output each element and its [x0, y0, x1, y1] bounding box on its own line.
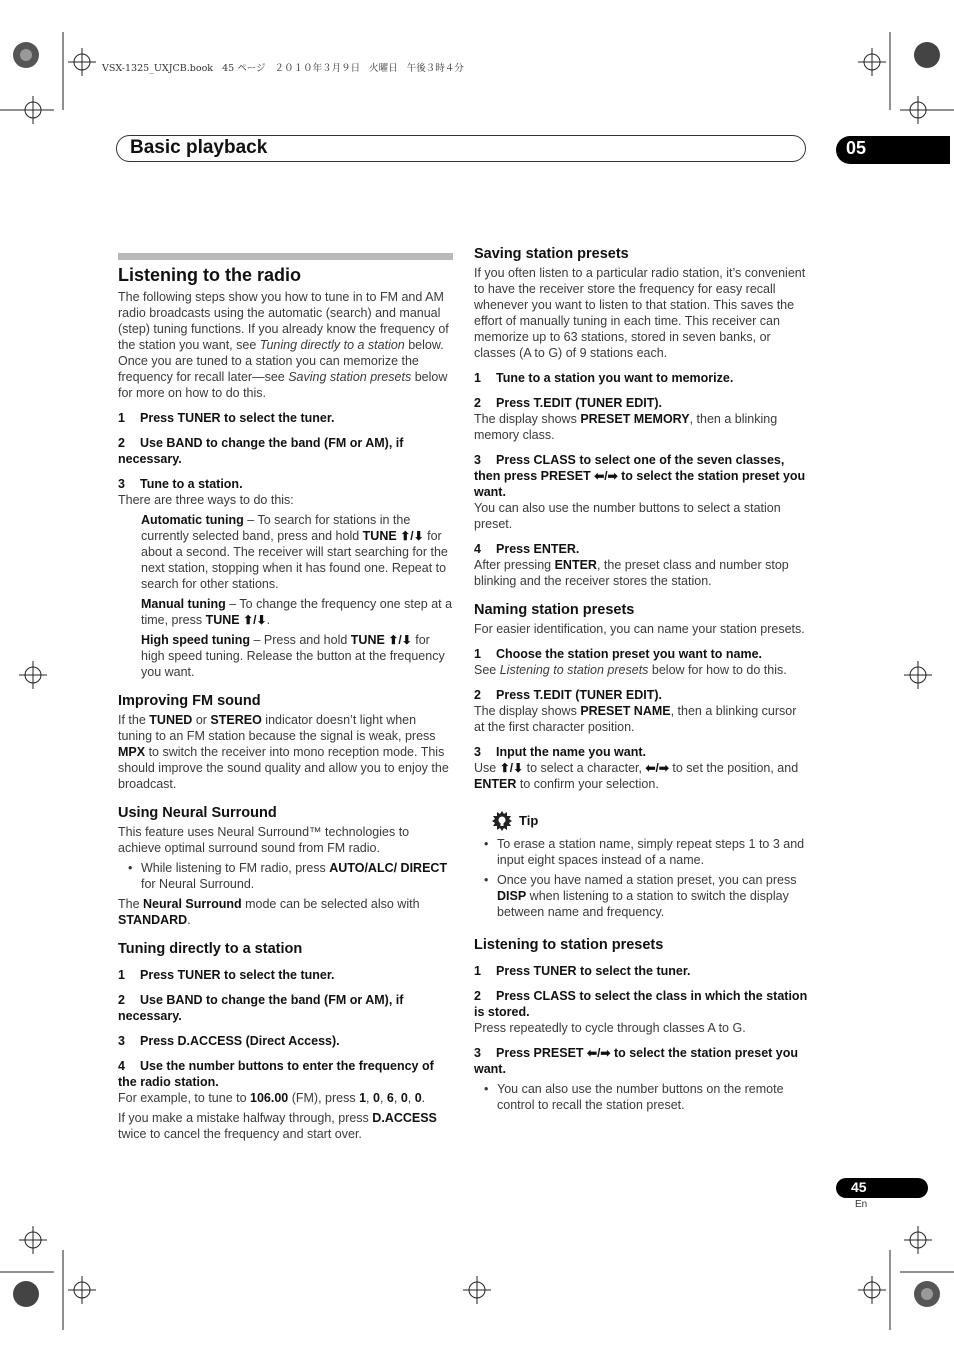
- naming-heading: Naming station presets: [474, 602, 635, 618]
- left-right-arrow-icon: ⬅/➡: [645, 761, 669, 775]
- direct-step-4: 4 Use the number buttons to enter the frequency of the radio station.: [118, 1059, 434, 1089]
- tip-label: Tip: [519, 813, 539, 828]
- fm-sound-heading: Improving FM sound: [118, 693, 261, 709]
- section-title: Listening to the radio: [118, 265, 301, 285]
- listening-step-1: 1 Press TUNER to select the tuner.: [474, 964, 691, 978]
- chapter-badge: [836, 136, 950, 164]
- up-down-arrow-icon: ⬆/⬇: [400, 529, 424, 543]
- direct-tuning-heading: Tuning directly to a station: [118, 941, 303, 957]
- direct-step-2: 2 Use BAND to change the band (FM or AM), if necessary.: [118, 993, 404, 1023]
- intro-paragraph: The following steps show you how to tune in to FM and AM radio broadcasts using the automatic (search) and manual (step) tuning functions. If you already know the frequency of the station you want, see Tuning directly to a station below. Once you are tuned to a station you can memorize the frequency for recall later—see Saving station presets below for more on how to do this.: [118, 290, 449, 400]
- neural-heading: Using Neural Surround: [118, 805, 277, 821]
- saving-step-3: 3 Press CLASS to select one of the seven classes, then press PRESET ⬅/➡ to select the station preset you want.: [474, 453, 806, 499]
- naming-step-3-note: Use ⬆/⬇ to select a character, ⬅/➡ to set the position, and ENTER to confirm your selection.: [474, 761, 799, 791]
- fm-sound-text: If the TUNED or STEREO indicator doesn’t light when tuning to an FM station because the signal is weak, press MPX to switch the receiver into mono reception mode. This should improve the sound quality and allow you to enjoy the broadcast.: [118, 713, 449, 791]
- saving-step-1: 1 Tune to a station you want to memorize.: [474, 371, 734, 385]
- left-column: [118, 253, 453, 1142]
- direct-mistake: If you make a mistake halfway through, press D.ACCESS twice to cancel the frequency and start over.: [118, 1111, 437, 1141]
- saving-step-4-note: After pressing ENTER, the preset class and number stop blinking and the receiver stores the station.: [474, 558, 789, 588]
- manual-tuning: Manual tuning – To change the frequency one step at a time, press TUNE ⬆/⬇.: [141, 597, 453, 627]
- tip-bullet-2: • Once you have named a station preset, you can press DISP when listening to a station to switch the display between name and frequency.: [474, 872, 809, 920]
- up-down-arrow-icon: ⬆/⬇: [388, 633, 412, 647]
- saving-heading: Saving station presets: [474, 246, 629, 262]
- saving-step-2-note: The display shows PRESET MEMORY, then a blinking memory class.: [474, 412, 778, 442]
- up-down-arrow-icon: ⬆/⬇: [499, 761, 524, 775]
- direct-step-1: 1 Press TUNER to select the tuner.: [118, 968, 335, 982]
- left-right-arrow-icon: ⬅/➡: [587, 1046, 611, 1060]
- naming-step-1-note: See Listening to station presets below for how to do this.: [474, 663, 787, 677]
- link-tuning-directly: Tuning directly to a station: [259, 338, 405, 352]
- naming-step-2-note: The display shows PRESET NAME, then a blinking cursor at the first character position.: [474, 704, 797, 734]
- step-2: 2 Use BAND to change the band (FM or AM), if necessary.: [118, 436, 404, 466]
- neural-text: This feature uses Neural Surround™ technologies to achieve optimal surround sound from FM radio.: [118, 825, 410, 855]
- page-number-badge: [836, 1178, 928, 1198]
- step-1: 1 Press TUNER to select the tuner.: [118, 411, 335, 425]
- direct-step-3: 3 Press D.ACCESS (Direct Access).: [118, 1034, 340, 1048]
- direct-example: For example, to tune to 106.00 (FM), press 1, 0, 6, 0, 0.: [118, 1091, 426, 1105]
- saving-text: If you often listen to a particular radio station, it’s convenient to have the receiver store the frequency for easy recall whenever you want to listen to that station. This saves the effort of manually tuning in each time. This receiver can memorize up to 63 stations, stored in seven banks, or classes (A to G) of 9 stations each.: [474, 266, 806, 360]
- right-column: [474, 245, 809, 1113]
- neural-bullet: • While listening to FM radio, press AUTO/ALC/ DIRECT for Neural Surround.: [118, 860, 453, 892]
- section-divider: [118, 253, 453, 260]
- high-speed-tuning: High speed tuning – Press and hold TUNE ⬆/⬇ for high speed tuning. Release the button at the frequency you want.: [141, 633, 445, 679]
- link-saving-presets: Saving station presets: [288, 370, 412, 384]
- listening-step-3-bullet: • You can also use the number buttons on the remote control to recall the station preset.: [474, 1081, 809, 1113]
- neural-note: The Neural Surround mode can be selected also with STANDARD.: [118, 897, 420, 927]
- listening-step-3: 3 Press PRESET ⬅/➡ to select the station preset you want.: [474, 1046, 799, 1076]
- lightbulb-icon: [490, 810, 514, 832]
- page-number: 45: [851, 1179, 867, 1195]
- naming-step-2: 2 Press T.EDIT (TUNER EDIT).: [474, 688, 662, 702]
- saving-step-2: 2 Press T.EDIT (TUNER EDIT).: [474, 396, 662, 410]
- listening-step-2-note: Press repeatedly to cycle through classes A to G.: [474, 1021, 746, 1035]
- step-3: 3 Tune to a station.: [118, 477, 243, 491]
- language-code: En: [855, 1199, 868, 1210]
- chapter-number: 05: [846, 138, 867, 158]
- naming-text: For easier identification, you can name your station presets.: [474, 622, 805, 636]
- naming-step-1: 1 Choose the station preset you want to name.: [474, 647, 763, 661]
- tip-box: [474, 810, 809, 832]
- page-header-title: Basic playback: [130, 137, 268, 158]
- tip-bullet-1: • To erase a station name, simply repeat steps 1 to 3 and input eight spaces instead of a name.: [474, 836, 809, 868]
- listening-heading: Listening to station presets: [474, 937, 664, 953]
- print-line: VSX-1325_UXJCB.book 45 ページ ２０１０年３月９日 火曜日 午後３時４分: [102, 63, 464, 74]
- left-right-arrow-icon: ⬅/➡: [594, 469, 618, 483]
- saving-step-3-note: You can also use the number buttons to select a station preset.: [474, 501, 781, 531]
- step-3-note: There are three ways to do this:: [118, 493, 294, 507]
- automatic-tuning: Automatic tuning – To search for stations in the currently selected band, press and hold TUNE ⬆/⬇ for about a second. The receiver will start searching for the next station, stopping when it has found one. Repeat to search for other stations.: [141, 513, 448, 591]
- naming-step-3: 3 Input the name you want.: [474, 745, 647, 759]
- saving-step-4: 4 Press ENTER.: [474, 542, 580, 556]
- up-down-arrow-icon: ⬆/⬇: [243, 613, 267, 627]
- listening-step-2: 2 Press CLASS to select the class in which the station is stored.: [474, 989, 808, 1019]
